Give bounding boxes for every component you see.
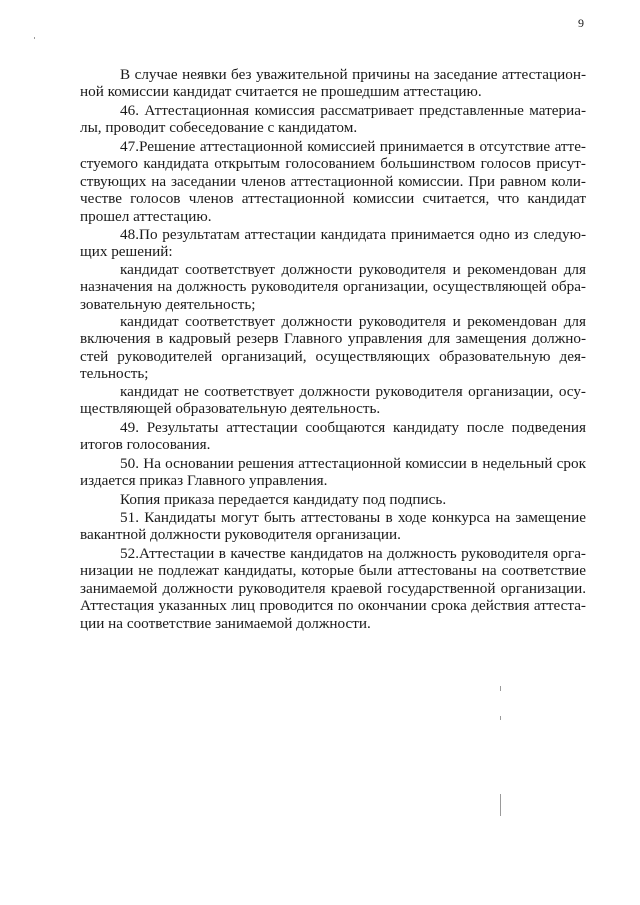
text-line: щих решений: <box>80 243 173 261</box>
text-line: ции на соответствие занимаемой должности. <box>80 614 371 632</box>
text-line: стуемого кандидата открытым голосованием большинством голосов присут- <box>80 155 586 173</box>
text-line: 48.По результатам аттестации кандидата принимается одно из следую- <box>120 226 586 244</box>
text-line: ствующих на заседании членов аттестационной комиссии. При равном коли- <box>80 172 586 190</box>
text-line: лы, проводит собеседование с кандидатом. <box>80 119 358 137</box>
text-line: назначения на должность руководителя организации, осуществляющей обра- <box>80 278 586 296</box>
page-number: 9 <box>578 16 584 30</box>
scan-artifact <box>500 794 501 816</box>
text-line: кандидат не соответствует должности руководителя организации, осу- <box>120 382 586 400</box>
text-line: 49. Результаты аттестации сообщаются кандидату после подведения <box>120 418 586 436</box>
text-line: стей руководителей организаций, осуществляющих образовательную дея- <box>80 347 586 365</box>
text-line: 47.Решение аттестационной комиссией принимается в отсутствие атте- <box>120 137 586 155</box>
text-line: издается приказ Главного управления. <box>80 471 328 489</box>
text-line: ществляющей образовательную деятельность. <box>80 399 381 417</box>
text-line: занимаемой должности руководителя краевой государственной организации. <box>80 579 586 597</box>
text-line: кандидат соответствует должности руководителя и рекомендован для <box>120 313 586 331</box>
text-line: Аттестация указанных лиц проводится по окончании срока действия аттеста- <box>80 597 586 615</box>
text-line: вакантной должности руководителя организации. <box>80 526 401 544</box>
scan-artifact <box>34 37 35 39</box>
text-line: итогов голосования. <box>80 435 211 453</box>
text-line: В случае неявки без уважительной причины на заседание аттестацион- <box>120 66 586 83</box>
text-line: 51. Кандидаты могут быть аттестованы в ходе конкурса на замещение <box>120 509 586 527</box>
text-line: 46. Аттестационная комиссия рассматривает представленные материа- <box>120 101 586 119</box>
text-line: включения в кадровый резерв Главного управления для замещения должно- <box>80 330 586 348</box>
scan-artifact <box>500 716 501 720</box>
text-line: ной комиссии кандидат считается не прошедшим аттестацию. <box>80 83 482 101</box>
text-line: низации не подлежат кандидаты, которые были аттестованы на соответствие <box>80 562 586 580</box>
text-line: честве голосов членов аттестационной комиссии считается, что кандидат <box>80 190 586 208</box>
text-line: Копия приказа передается кандидату под подпись. <box>120 490 447 508</box>
text-line: 50. На основании решения аттестационной комиссии в недельный срок <box>120 454 586 472</box>
text-line: прошел аттестацию. <box>80 207 212 225</box>
text-line: кандидат соответствует должности руководителя и рекомендован для <box>120 260 586 278</box>
text-line: тельность; <box>80 365 149 383</box>
document-body <box>80 66 586 632</box>
scan-artifact <box>500 686 501 691</box>
text-line: зовательную деятельность; <box>80 295 256 313</box>
text-line: 52.Аттестации в качестве кандидатов на должность руководителя орга- <box>120 545 586 563</box>
